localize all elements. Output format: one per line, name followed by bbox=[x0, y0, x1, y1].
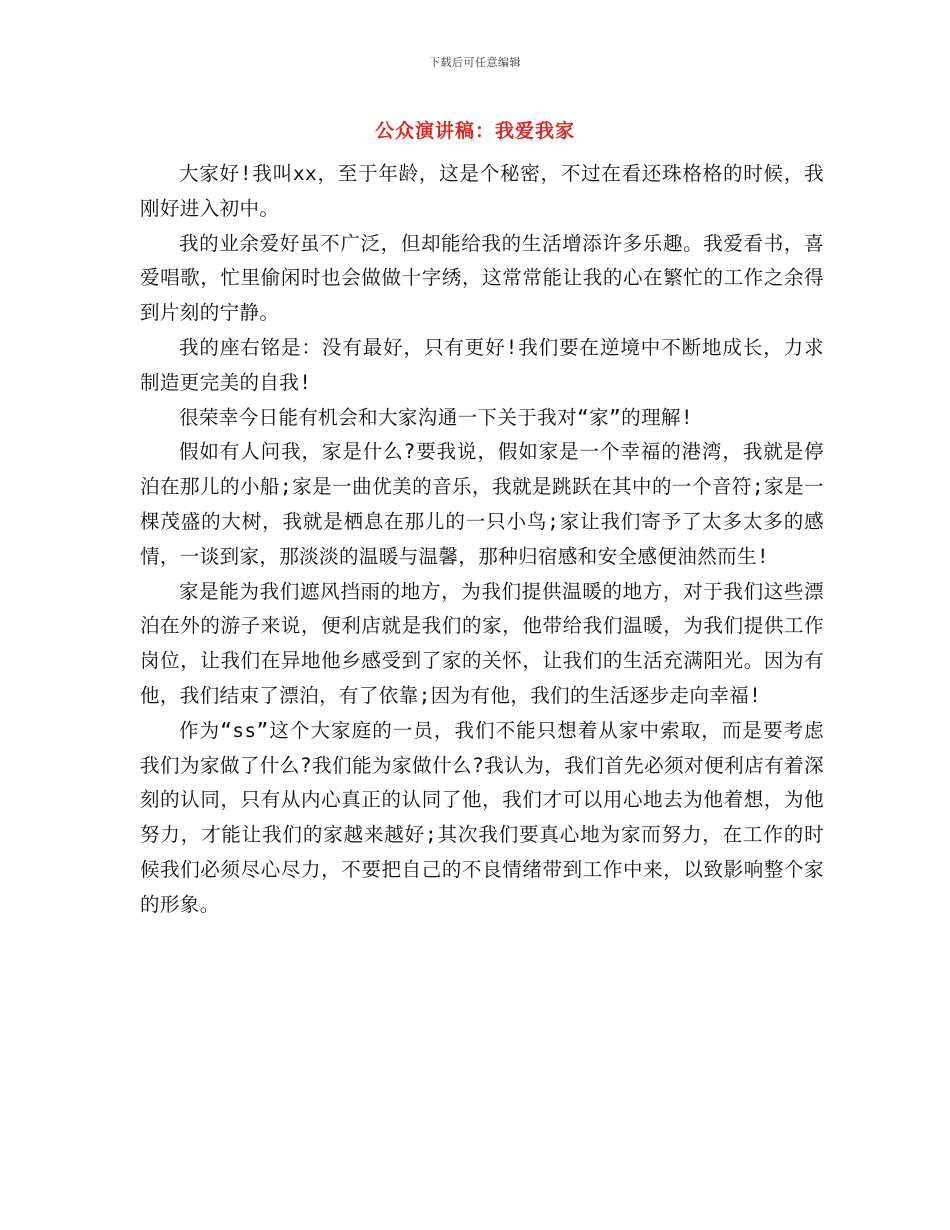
paragraph-hobbies: 我的业余爱好虽不广泛，但却能给我的生活增添许多乐趣。我爱看书，喜爱唱歌，忙里偷闲时也会做做十字绣，这常常能让我的心在繁忙的工作之余得到片刻的宁静。 bbox=[140, 231, 824, 325]
paragraph-introduction: 大家好!我叫xx，至于年龄，这是个秘密，不过在看还珠格格的时候，我刚好进入初中。 bbox=[140, 162, 824, 220]
paragraph-motto: 我的座右铭是：没有最好，只有更好!我们要在逆境中不断地成长，力求制造更完美的自我! bbox=[140, 335, 824, 394]
document-body bbox=[140, 157, 824, 923]
paragraph-home-shelter: 家是能为我们遮风挡雨的地方，为我们提供温暖的地方，对于我们这些漂泊在外的游子来说，便利店就是我们的家，他带给我们温暖，为我们提供工作岗位，让我们在异地他乡感受到了家的关怀，让我们的生活充满阳光。因为有他，我们结束了漂泊，有了依靠;因为有他，我们的生活逐步走向幸福! bbox=[140, 579, 824, 707]
document-title: 公众演讲稿：我爱我家 bbox=[374, 120, 575, 142]
paragraph-what-is-home: 假如有人问我，家是什么?要我说，假如家是一个幸福的港湾，我就是停泊在那儿的小船;家是一曲优美的音乐，我就是跳跃在其中的一个音符;家是一棵茂盛的大树，我就是栖息在那儿的一只小鸟;家让我们寄予了太多太多的感情，一谈到家，那淡淡的温暖与温馨，那种归宿感和安全感便油然而生! bbox=[140, 440, 824, 568]
header-note: 下载后可任意编辑 bbox=[429, 56, 521, 69]
paragraph-topic: 很荣幸今日能有机会和大家沟通一下关于我对“家”的理解! bbox=[179, 405, 694, 429]
paragraph-contribution: 作为“ss”这个大家庭的一员，我们不能只想着从家中索取，而是要考虑我们为家做了什么?我们能为家做什么?我认为，我们首先必须对便利店有着深刻的认同，只有从内心真正的认同了他，我们才可以用心地去为他着想，为他努力，才能让我们的家越来越好;其次我们要真心地为家而努力，在工作的时候我们必须尽心尽力，不要把自己的不良情绪带到工作中来，以致影响整个家的形象。 bbox=[140, 718, 824, 916]
